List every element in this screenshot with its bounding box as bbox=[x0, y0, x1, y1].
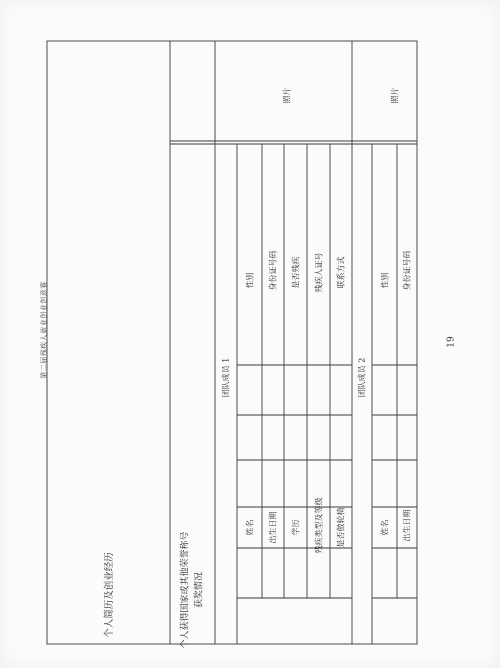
page-header-text: 第二届残疾人就业创业创意赛 bbox=[40, 281, 48, 379]
member2-id-number-label: 身份证号码 bbox=[402, 250, 412, 290]
member2-birthdate-label: 出生日期 bbox=[402, 509, 412, 541]
member1-is-disabled-label: 是否残疾 bbox=[291, 256, 300, 289]
honors-label bbox=[172, 531, 213, 649]
member1-birthdate-label: 出生日期 bbox=[268, 511, 278, 544]
photo-label-1: 照片 bbox=[282, 87, 292, 103]
member2-gender-label: 性别 bbox=[380, 272, 389, 288]
member1-disability-cert-label: 残疾人证号 bbox=[314, 252, 323, 293]
honors-label-line1: 个人获得国家或其他荣誉称号 bbox=[180, 531, 191, 649]
member1-wheelchair-label: 是否做轮椅 bbox=[336, 507, 346, 548]
member2-name-label: 姓名 bbox=[380, 519, 389, 536]
honors-label-line2: 获奖情况 bbox=[194, 571, 205, 609]
member1-title: 团队成员 1 bbox=[221, 357, 231, 398]
member1-disability-type-label: 残疾类型及等级 bbox=[314, 497, 323, 553]
photo-label-2: 照片 bbox=[390, 87, 399, 103]
member1-gender-label: 性别 bbox=[245, 272, 254, 288]
member1-education-label: 学历 bbox=[291, 519, 300, 536]
member2-title: 团队成员 2 bbox=[357, 357, 367, 398]
resume-label: 个人简历及创业经历 bbox=[104, 552, 116, 638]
page-number: 19 bbox=[446, 336, 457, 348]
member1-contact-label: 联系方式 bbox=[336, 256, 346, 289]
member1-name-label: 姓名 bbox=[245, 519, 254, 536]
member1-id-number-label: 身份证号码 bbox=[268, 250, 278, 290]
